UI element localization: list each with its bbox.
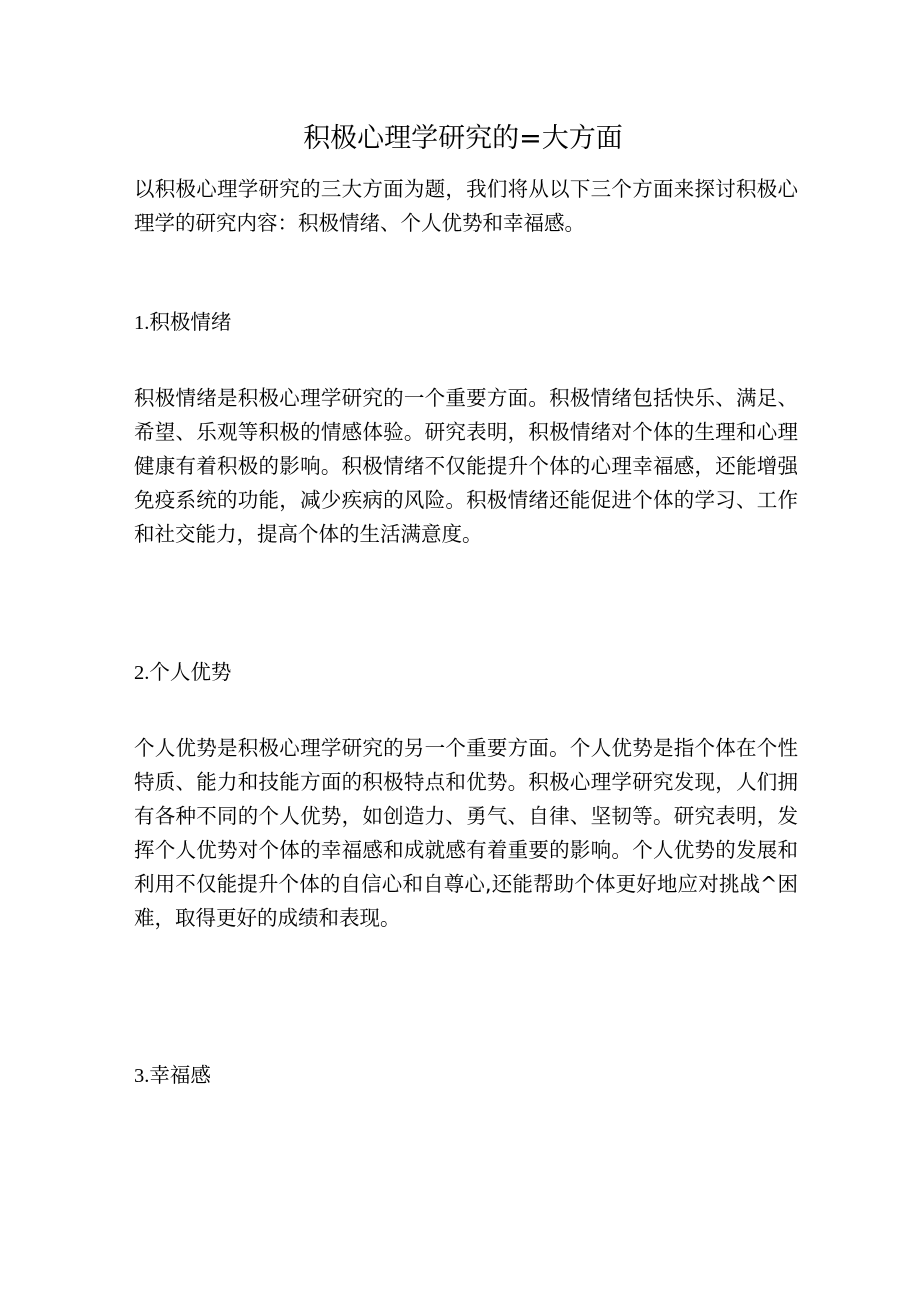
- section-heading-2: [134, 655, 231, 690]
- section-body-1: 积极情绪是积极心理学研究的一个重要方面。积极情绪包括快乐、满足、希望、乐观等积极的情感体验。研究表明，积极情绪对个体的生理和心理健康有着积极的影响。积极情绪不仅能提升个体的心理幸福感，还能增强免疫系统的功能，减少疾病的风险。积极情绪还能促进个体的学习、工作和社交能力，提高个体的生活满意度。: [134, 386, 798, 546]
- section-body-2: 个人优势是积极心理学研究的另一个重要方面。个人优势是指个体在个性特质、能力和技能方面的积极特点和优势。积极心理学研究发现，人们拥有各种不同的个人优势，如创造力、勇气、自律、坚韧等。研究表明，发挥个人优势对个体的幸福感和成就感有着重要的影响。个人优势的发展和利用不仅能提升个体的自信心和自尊心,还能帮助个体更好地应对挑战^困难，取得更好的成绩和表现。: [134, 736, 798, 930]
- section-title-1: 积极情绪: [149, 310, 232, 334]
- section-title-2: 个人优势: [149, 660, 232, 684]
- document-title: 积极心理学研究的=大方面: [303, 123, 623, 154]
- intro-paragraph: 以积极心理学研究的三大方面为题，我们将从以下三个方面来探讨积极心理学的研究内容：积极情绪、个人优势和幸福感。: [134, 177, 798, 235]
- section-title-3: 幸福感: [149, 1063, 211, 1087]
- section-number-1: 1.: [134, 312, 150, 334]
- section-heading-1: [134, 305, 231, 340]
- section-number-2: 2.: [134, 662, 150, 684]
- section-heading-3: [134, 1058, 211, 1093]
- section-number-3: 3.: [134, 1065, 150, 1087]
